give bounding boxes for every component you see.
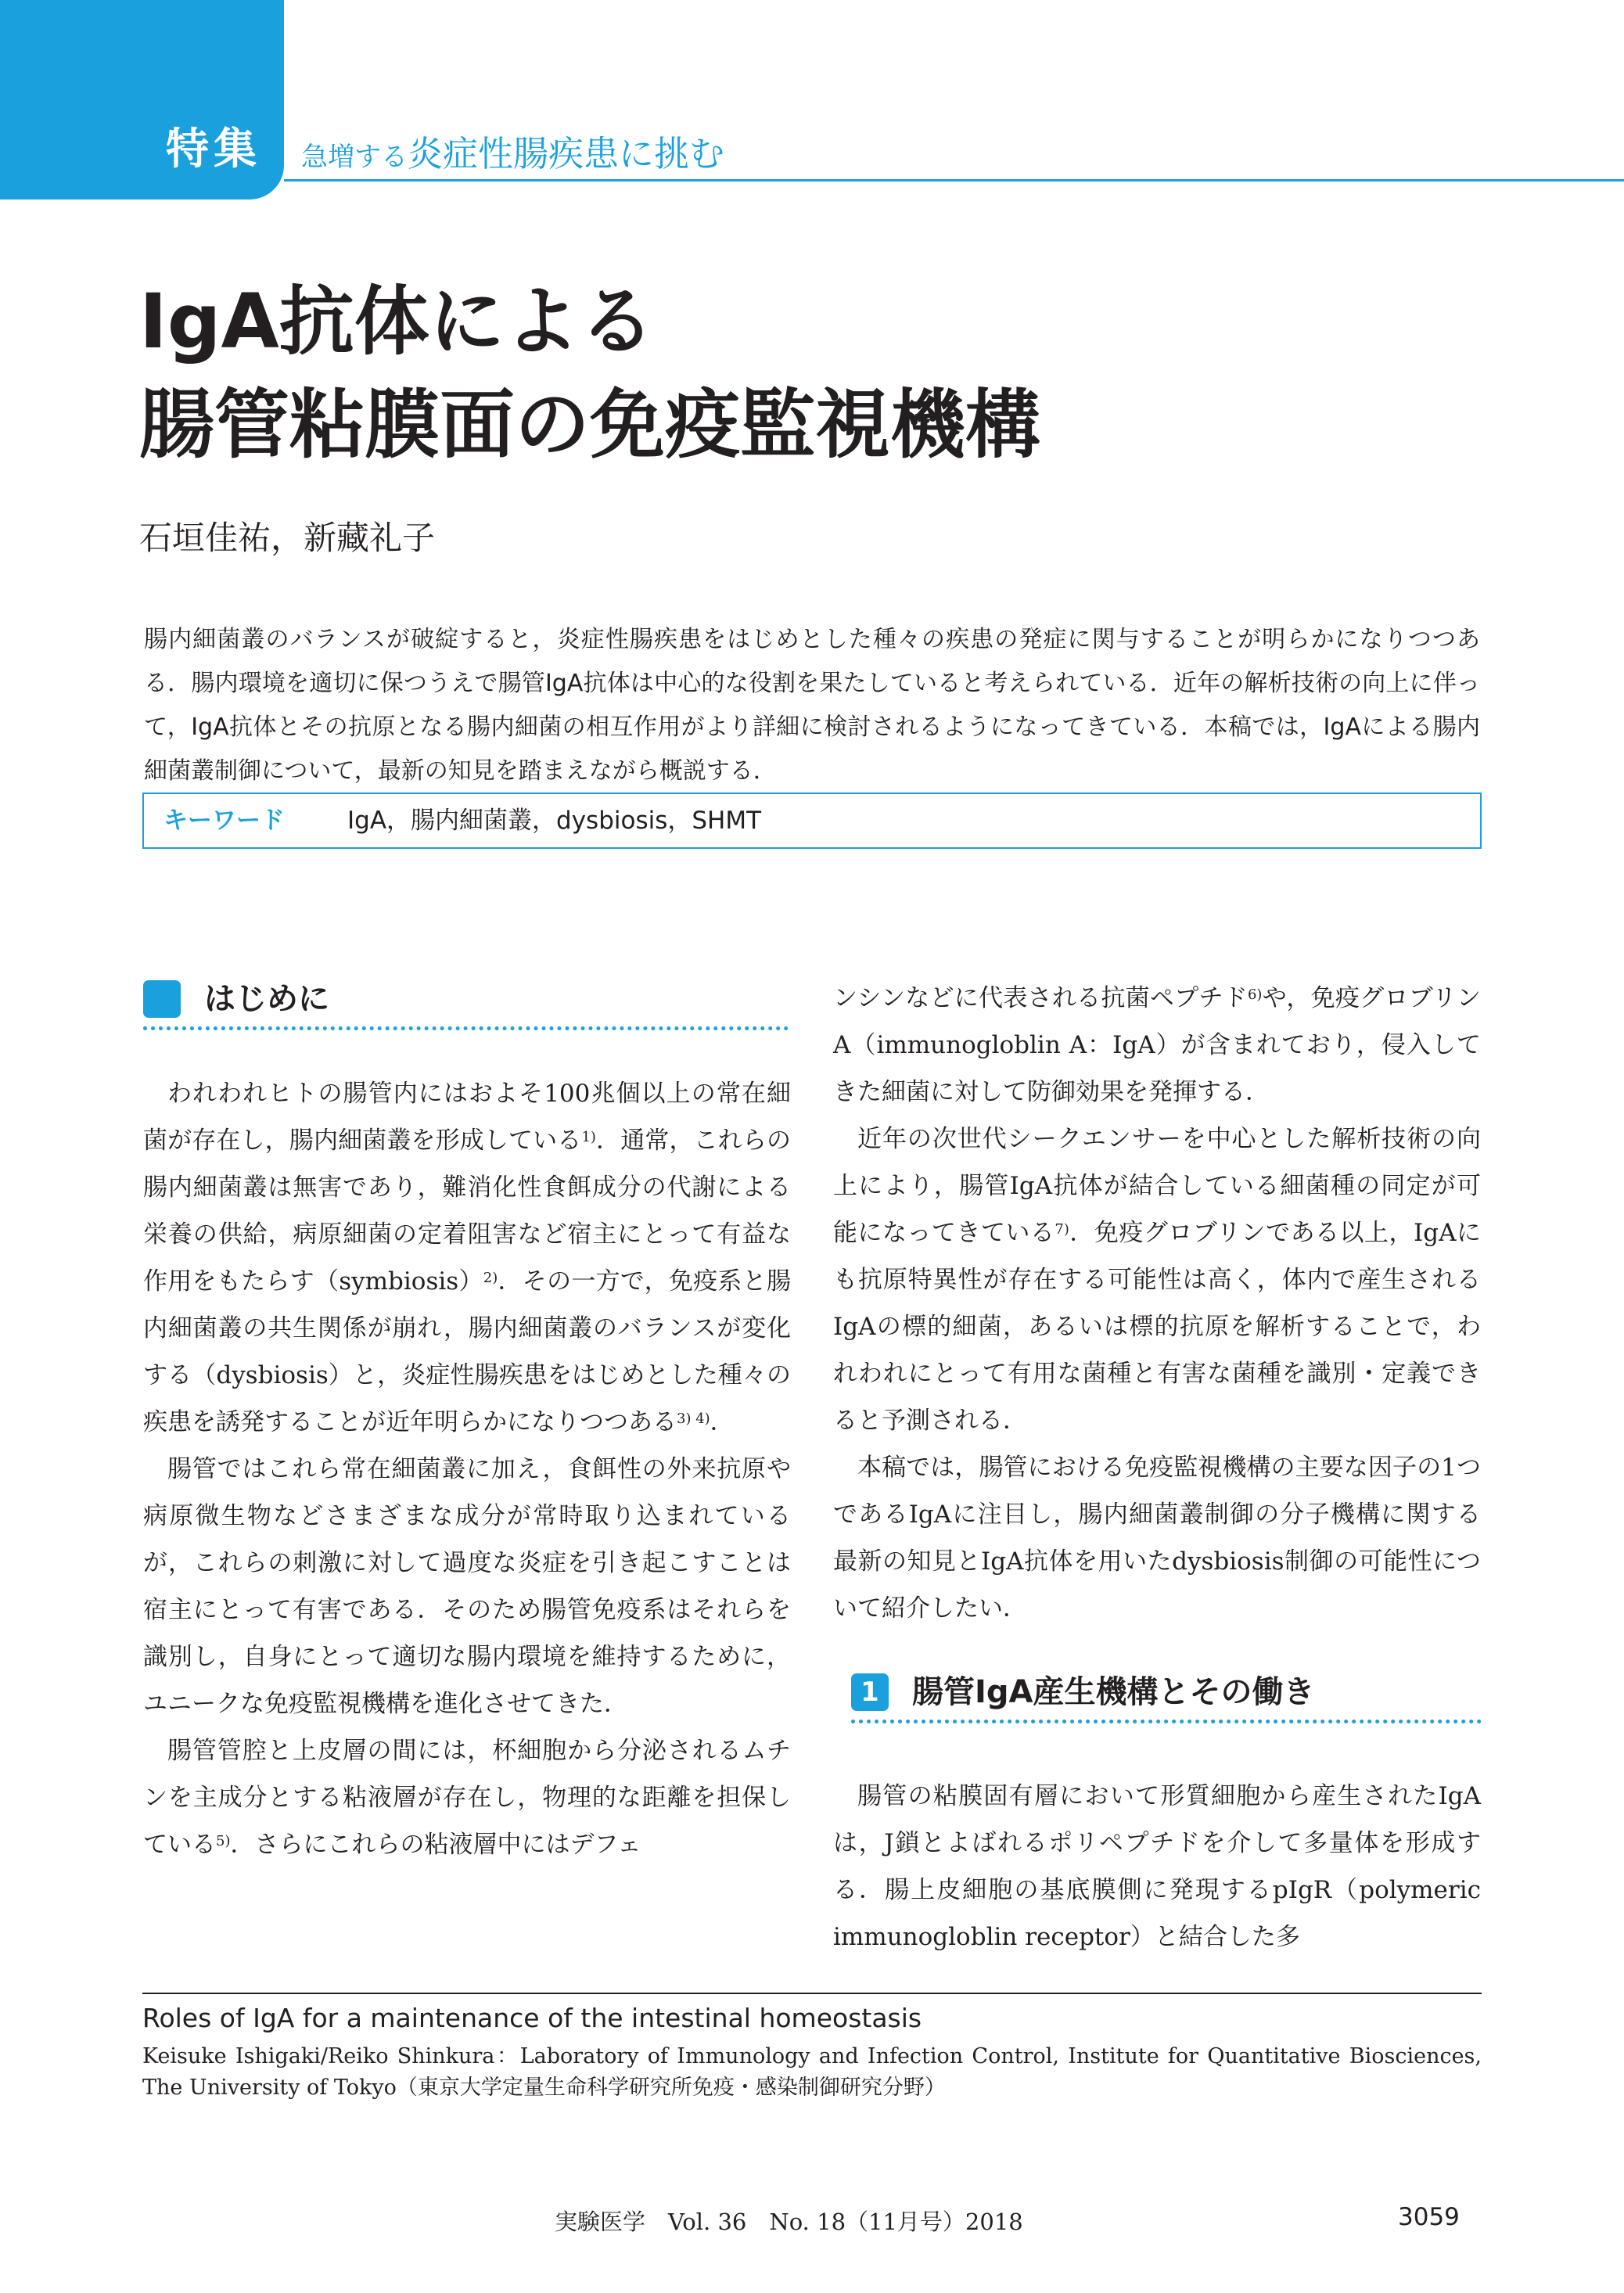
paragraph: 腸管管腔と上皮層の間には，杯細胞から分泌されるムチンを主成分とする粘液層が存在し，物理的な距離を担保している$^{5)}$．さらにこれらの粘液層中にはデフェ: [143, 1737, 791, 1859]
right-column-section1: [833, 1773, 1481, 1961]
paragraph: 近年の次世代シークエンサーを中心とした解析技術の向上により，腸管IgA抗体が結合している細菌種の同定が可能になってきている$^{7)}$．免疫グロブリンである以上，IgAにも抗原特異性が存在する可能性は高く，体内で産生されるIgAの標的細菌，あるいは標的抗原を解析することで，われわれにとって有用な菌種と有害な菌種を識別・定義できると予測される．: [833, 1125, 1481, 1435]
reference-mark: 6): [1247, 987, 1263, 1003]
section-marker-box: [143, 980, 181, 1018]
reference-mark: 3) 4): [677, 1411, 710, 1427]
reference-mark: 7): [1055, 1221, 1069, 1238]
section-number-box: 1: [851, 1673, 889, 1711]
section-title-intro: はじめに: [204, 981, 329, 1017]
article-title: [139, 270, 1040, 476]
paragraph: 腸管ではこれら常在細菌叢に加え，食餌性の外来抗原や病原微生物などさまざまな成分が常時取り込まれているが，これらの刺激に対して過度な炎症を引き起こすことは宿主にとって有害である．そのため腸管免疫系はそれらを識別し，自身にとって適切な腸内環境を維持するために，ユニークな免疫監視機構を進化させてきた．: [143, 1455, 791, 1718]
keywords-label: キーワード: [163, 807, 285, 835]
keywords-list: IgA，腸内細菌叢，dysbiosis，SHMT: [347, 807, 762, 835]
english-title: Roles of IgA for a maintenance of the intestinal homeostasis: [142, 2003, 922, 2033]
series-main-title: 炎症性腸疾患に挑む: [408, 133, 725, 174]
reference-mark: 2): [483, 1270, 498, 1286]
right-column: [833, 975, 1481, 1632]
article-title-line1: IgA抗体による: [139, 278, 655, 365]
feature-tab: [0, 0, 284, 199]
section-title-1: 腸管IgA産生機構とその働き: [912, 1674, 1315, 1710]
english-authors-affiliation: Keisuke Ishigaki/Reiko Shinkura：Laboratory of Immunology and Infection Control, Institute for Quantitative Biosciences, The University of Tokyo（東京大学定量生命科学研究所免疫・感染制御研究分野）: [142, 2044, 1482, 2100]
series-prefix: 急増する: [301, 142, 408, 173]
paragraph: ンシンなどに代表される抗菌ペプチド$^{6)}$や，免疫グロブリンA（immunogloblin A：IgA）が含まれており，侵入してきた細菌に対して防御効果を発揮する．: [833, 984, 1482, 1106]
section-heading-1: [851, 1669, 1482, 1723]
abstract: 腸内細菌叢のバランスが破綻すると，炎症性腸疾患をはじめとした種々の疾患の発症に関与することが明らかになりつつある．腸内環境を適切に保つうえで腸管IgA抗体は中心的な役割を果たしていると考えられている．近年の解析技術の向上に伴って，IgA抗体とその抗原となる腸内細菌の相互作用がより詳細に検討されるようになってきている．本稿では，IgAによる腸内細菌叢制御について，最新の知見を踏まえながら概説する．: [144, 626, 1480, 785]
article-authors: 石垣佳祐，新藏礼子: [139, 519, 436, 557]
section-heading-intro: [143, 976, 789, 1030]
keywords-box: [142, 792, 1482, 849]
journal-citation: 実験医学 Vol. 36 No. 18（11月号）2018: [555, 2209, 1023, 2235]
footer-rule: [142, 1993, 1482, 1994]
series-title: [301, 125, 724, 176]
paragraph: 腸管の粘膜固有層において形質細胞から産生されたIgAは，J鎖とよばれるポリペプチドを介して多量体を形成する．腸上皮細胞の基底膜側に発現するpIgR（polymeric immunogloblin receptor）と結合した多: [833, 1782, 1481, 1951]
reference-mark: 5): [216, 1833, 231, 1849]
paragraph: われわれヒトの腸管内にはおよそ100兆個以上の常在細菌が存在し，腸内細菌叢を形成している$^{1)}$．通常，これらの腸内細菌叢は無害であり，難消化性食餌成分の代謝による栄養の供給，病原細菌の定着阻害など宿主にとって有益な作用をもたらす（symbiosis）$^{2)}$．その一方で，免疫系と腸内細菌叢の共生関係が崩れ，腸内細菌叢のバランスが変化する（dysbiosis）と，炎症性腸疾患をはじめとした種々の疾患を誘発することが近年明らかになりつつある$^{3) 4)}$．: [143, 1080, 792, 1436]
paragraph: 本稿では，腸管における免疫監視機構の主要な因子の1つであるIgAに注目し，腸内細菌叢制御の分子機構に関する最新の知見とIgA抗体を用いたdysbiosis制御の可能性について紹介したい．: [833, 1454, 1481, 1623]
article-title-line2: 腸管粘膜面の免疫監視機構: [139, 381, 1040, 469]
header-rule: [284, 179, 1624, 181]
reference-mark: 1): [581, 1129, 596, 1145]
feature-tab-label: 特集: [166, 124, 262, 174]
left-column: [143, 1070, 791, 1868]
page-number: 3059: [1398, 2203, 1460, 2231]
